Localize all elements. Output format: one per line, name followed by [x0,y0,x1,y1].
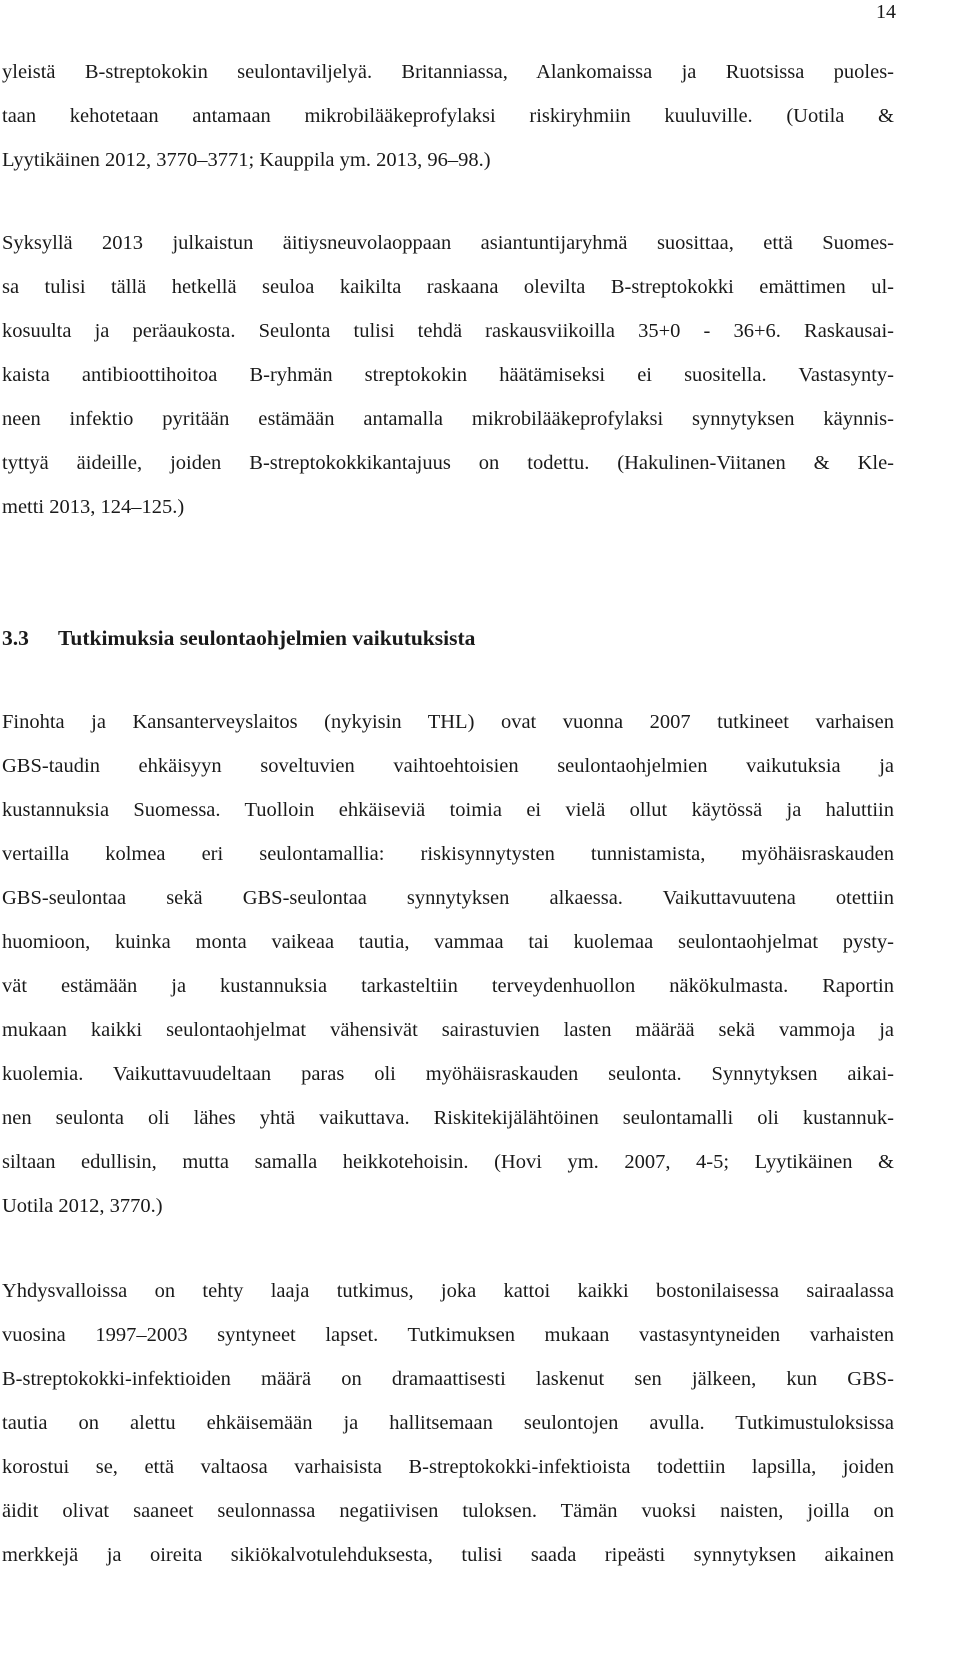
text-line: metti 2013, 124–125.) [2,496,185,518]
text-line: B-streptokokki-infektioiden määrä on dramaattisesti laskenut sen jälkeen, kun GBS- [2,1368,894,1390]
text-line: tyttyä äideille, joiden B-streptokokkikantajuus on todettu. (Hakulinen-Viitanen & Kle- [2,452,894,474]
text-line: GBS-taudin ehkäisyyn soveltuvien vaihtoehtoisien seulontaohjelmien vaikutuksia ja [2,755,894,777]
text-line: taan kehotetaan antamaan mikrobilääkeprofylaksi riskiryhmiin kuuluville. (Uotila & [2,105,894,127]
text-line: siltaan edullisin, mutta samalla heikkotehoisin. (Hovi ym. 2007, 4-5; Lyytikäinen & [2,1151,894,1173]
text-line: äidit olivat saaneet seulonnassa negatiivisen tuloksen. Tämän vuoksi naisten, joilla on [2,1500,894,1522]
text-line: tautia on alettu ehkäisemään ja hallitsemaan seulontojen avulla. Tutkimustuloksissa [2,1412,894,1434]
text-line: GBS-seulontaa sekä GBS-seulontaa synnytyksen alkaessa. Vaikuttavuutena otettiin [2,887,894,909]
page-number: 14 [876,1,896,23]
text-line: sa tulisi tällä hetkellä seuloa kaikilta raskaana olevilta B-streptokokki emättimen ul- [2,276,894,298]
text-line: Uotila 2012, 3770.) [2,1195,163,1217]
text-line: kosuulta ja peräaukosta. Seulonta tulisi tehdä raskausviikoilla 35+0 - 36+6. Raskausai- [2,320,894,342]
text-line: neen infektio pyritään estämään antamalla mikrobilääkeprofylaksi synnytyksen käynnis- [2,408,894,430]
text-line: Finohta ja Kansanterveyslaitos (nykyisin THL) ovat vuonna 2007 tutkineet varhaisen [2,711,894,733]
text-line: kuolemia. Vaikuttavuudeltaan paras oli myöhäisraskauden seulonta. Synnytyksen aikai- [2,1063,894,1085]
text-line: Lyytikäinen 2012, 3770–3771; Kauppila ym. 2013, 96–98.) [2,149,491,171]
text-line: Yhdysvalloissa on tehty laaja tutkimus, joka kattoi kaikki bostonilaisessa sairaalassa [2,1280,894,1302]
paragraph-2 [2,221,894,529]
section-heading [2,616,475,660]
section-title: Tutkimuksia seulontaohjelmien vaikutuksista [58,626,476,650]
paragraph-4 [2,1269,894,1577]
text-line: kustannuksia Suomessa. Tuolloin ehkäiseviä toimia ei vielä ollut käytössä ja haluttiin [2,799,894,821]
text-line: vertailla kolmea eri seulontamallia: riskisynnytysten tunnistamista, myöhäisraskauden [2,843,894,865]
text-line: mukaan kaikki seulontaohjelmat vähensivät sairastuvien lasten määrää sekä vammoja ja [2,1019,894,1041]
text-line: yleistä B-streptokokin seulontaviljelyä. Britanniassa, Alankomaissa ja Ruotsissa puoles- [2,61,894,83]
text-line: Syksyllä 2013 julkaistun äitiysneuvolaoppaan asiantuntijaryhmä suosittaa, että Suomes- [2,232,894,254]
paragraph-3 [2,700,894,1228]
text-line: korostui se, että valtaosa varhaisista B-streptokokki-infektioista todettiin lapsilla, joiden [2,1456,894,1478]
text-line: nen seulonta oli lähes yhtä vaikuttava. Riskitekijälähtöinen seulontamalli oli kustannuk- [2,1107,894,1129]
text-line: vät estämään ja kustannuksia tarkasteltiin terveydenhuollon näkökulmasta. Raportin [2,975,894,997]
text-line: huomioon, kuinka monta vaikeaa tautia, vammaa tai kuolemaa seulontaohjelmat pysty- [2,931,894,953]
text-line: merkkejä ja oireita sikiökalvotulehduksesta, tulisi saada ripeästi synnytyksen aikainen [2,1544,894,1566]
section-number: 3.3 [2,626,29,650]
text-line: kaista antibioottihoitoa B-ryhmän streptokokin häätämiseksi ei suositella. Vastasynty- [2,364,894,386]
text-line: vuosina 1997–2003 syntyneet lapset. Tutkimuksen mukaan vastasyntyneiden varhaisten [2,1324,894,1346]
paragraph-1 [2,50,894,182]
